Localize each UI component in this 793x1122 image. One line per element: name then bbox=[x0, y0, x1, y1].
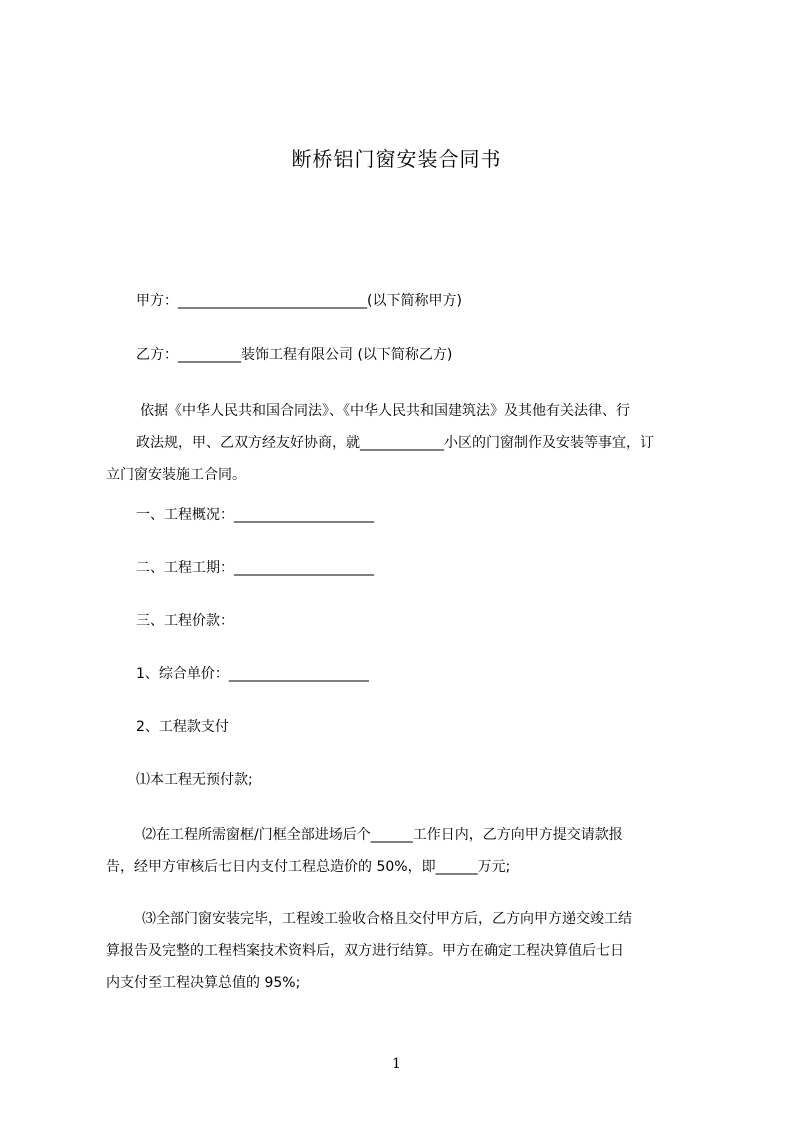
preamble-line: 依据《中华人民共和国合同法》、《中华人民共和国建筑法》及其他有关法律、行 bbox=[140, 403, 630, 419]
paragraph-line: 算报告及完整的工程档案技术资料后，双方进行结算。甲方在确定工程决算值后七日 bbox=[106, 943, 624, 959]
party-a-line: 甲方：___________________________(以下简称甲方) bbox=[136, 293, 462, 309]
preamble-line: 立门窗安装施工合同。 bbox=[106, 467, 246, 483]
document-title: 断桥铝门窗安装合同书 bbox=[291, 147, 502, 171]
sub-item-final-settlement bbox=[106, 903, 632, 999]
party-b-line: 乙方：_________装饰工程有限公司 (以下简称乙方) bbox=[136, 347, 453, 363]
sub-item-first-payment bbox=[106, 819, 623, 883]
page-number: 1 bbox=[392, 1056, 401, 1072]
paragraph-line: 内支付至工程决算总值的 95%; bbox=[106, 975, 301, 991]
paragraph-line: ⑵在工程所需窗框/门框全部进场后个______工作日内，乙方向甲方提交请款报 bbox=[142, 827, 623, 843]
item-unit-price: 1、综合单价：____________________ bbox=[136, 666, 369, 682]
sub-item-no-advance: ⑴本工程无预付款; bbox=[136, 772, 253, 788]
paragraph-line: ⑶全部门窗安装完毕，工程竣工验收合格且交付甲方后，乙方向甲方递交竣工结 bbox=[142, 911, 632, 927]
section-project-price: 三、工程价款： bbox=[136, 613, 234, 629]
preamble-paragraph bbox=[106, 395, 654, 491]
preamble-line: 政法规，甲、乙双方经友好协商，就____________小区的门窗制作及安装等事宜，订 bbox=[136, 435, 654, 451]
item-payment: 2、工程款支付 bbox=[136, 719, 229, 735]
paragraph-line: 告，经甲方审核后七日内支付工程总造价的 50%，即______万元; bbox=[106, 859, 511, 875]
section-project-overview: 一、工程概况：____________________ bbox=[136, 507, 374, 523]
section-project-duration: 二、工程工期：____________________ bbox=[136, 560, 374, 576]
